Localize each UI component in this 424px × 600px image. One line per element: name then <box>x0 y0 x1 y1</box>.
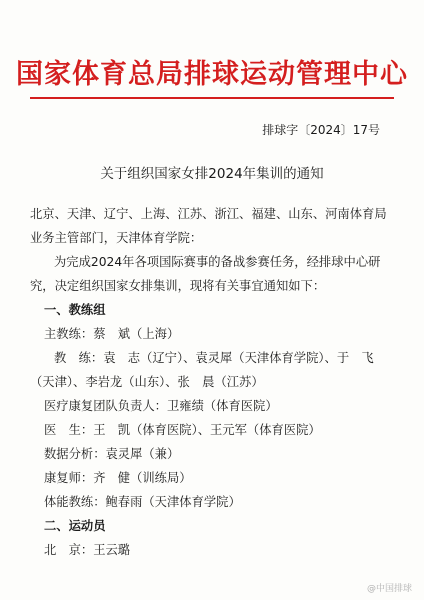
head-coach-line: 主教练：蔡 斌（上海） <box>44 327 180 341</box>
doctors-line: 医 生：王 凯（体育医院）、王元军（体育医院） <box>44 423 321 437</box>
issuer-header: 国家体育总局排球运动管理中心 <box>16 59 408 90</box>
watermark: @中国排球 <box>366 584 412 594</box>
document-number: 排球字〔2024〕17号 <box>262 123 380 137</box>
fitness-coach-line: 体能教练：鲍春雨（天津体育学院） <box>44 495 241 509</box>
section-coaching-title: 一、教练组 <box>44 303 106 317</box>
addressee: 北京、天津、辽宁、上海、江苏、浙江、福建、山东、河南体育局业务主管部门，天津体育学院： <box>30 207 387 245</box>
red-divider <box>30 97 394 99</box>
coaches-line: 教 练：袁 志（辽宁）、袁灵犀（天津体育学院）、于 飞（天津）、李岩龙（山东）、张 晨（江苏） <box>30 351 374 389</box>
document-body <box>30 202 390 562</box>
notice-title: 关于组织国家女排2024年集训的通知 <box>100 166 324 182</box>
section-athletes-title: 二、运动员 <box>44 519 106 533</box>
intro-paragraph: 为完成2024年各项国际赛事的备战参赛任务，经排球中心研究，决定组织国家女排集训，现将有关事宜通知如下： <box>30 255 381 293</box>
medical-lead-line: 医疗康复团队负责人：卫雍绩（体育医院） <box>44 399 278 413</box>
data-analysis-line: 数据分析：袁灵犀（兼） <box>44 447 180 461</box>
rehab-line: 康复师：齐 健（训练局） <box>44 471 192 485</box>
athlete-beijing-line: 北 京：王云璐 <box>44 543 131 557</box>
